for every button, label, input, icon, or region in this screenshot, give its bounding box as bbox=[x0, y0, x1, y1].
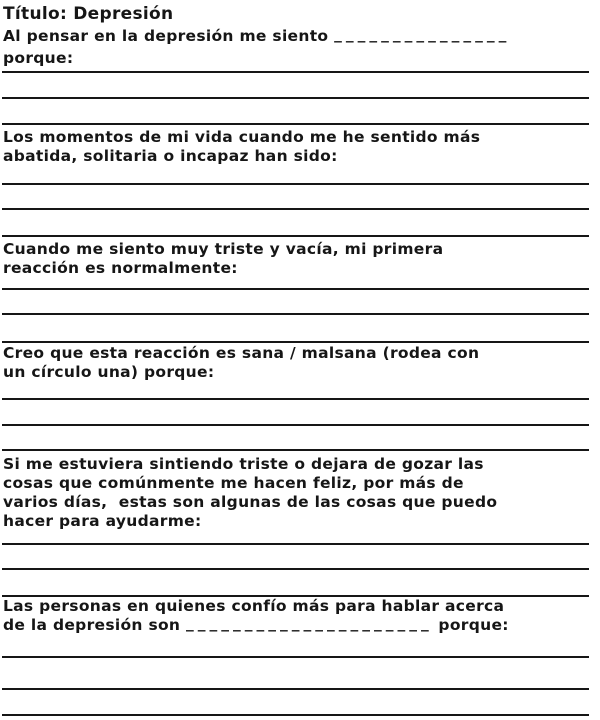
answer-line bbox=[2, 449, 589, 451]
prompt-text: Las personas en quienes confío más para hablar acerca bbox=[3, 597, 505, 615]
answer-line bbox=[2, 656, 589, 658]
answer-line bbox=[2, 97, 589, 99]
prompt-text: un círculo una) porque: bbox=[3, 363, 215, 381]
answer-line bbox=[2, 568, 589, 570]
answer-line bbox=[2, 398, 589, 400]
prompt-section-1 bbox=[3, 25, 510, 69]
answer-line bbox=[2, 714, 589, 716]
answer-line bbox=[2, 235, 589, 237]
answer-line bbox=[2, 688, 589, 690]
prompt-text: de la depresión son bbox=[3, 616, 181, 634]
answer-line bbox=[2, 288, 589, 290]
answer-line bbox=[2, 424, 589, 426]
answer-line bbox=[2, 71, 589, 73]
answer-line bbox=[2, 208, 589, 210]
fill-in-blank: _______________ bbox=[334, 25, 511, 43]
fill-in-blank: _____________________ bbox=[185, 614, 433, 632]
answer-line bbox=[2, 123, 589, 125]
answer-line bbox=[2, 183, 589, 185]
prompt-text: reacción es normalmente: bbox=[3, 259, 238, 277]
prompt-text: hacer para ayudarme: bbox=[3, 512, 202, 530]
prompt-section-5 bbox=[3, 455, 497, 531]
worksheet-title: Título: Depresión bbox=[3, 4, 174, 24]
answer-line bbox=[2, 543, 589, 545]
prompt-text: Cuando me siento muy triste y vacía, mi primera bbox=[3, 240, 444, 258]
prompt-text: Creo que esta reacción es sana / malsana (rodea con bbox=[3, 344, 480, 362]
prompt-section-3 bbox=[3, 240, 443, 278]
prompt-text: porque: bbox=[438, 616, 509, 634]
prompt-text: Al pensar en la depresión me siento bbox=[3, 27, 329, 45]
answer-line bbox=[2, 313, 589, 315]
prompt-section-2 bbox=[3, 128, 480, 166]
answer-line bbox=[2, 341, 589, 343]
prompt-text: porque: bbox=[3, 49, 74, 67]
prompt-text: Los momentos de mi vida cuando me he sentido más bbox=[3, 128, 481, 146]
prompt-text: abatida, solitaria o incapaz han sido: bbox=[3, 147, 338, 165]
prompt-section-4 bbox=[3, 344, 479, 382]
prompt-section-6 bbox=[3, 597, 509, 635]
prompt-text: varios días, estas son algunas de las cosas que puedo bbox=[3, 493, 498, 511]
prompt-text: Si me estuviera sintiendo triste o dejara de gozar las bbox=[3, 455, 484, 473]
prompt-text: cosas que comúnmente me hacen feliz, por más de bbox=[3, 474, 464, 492]
